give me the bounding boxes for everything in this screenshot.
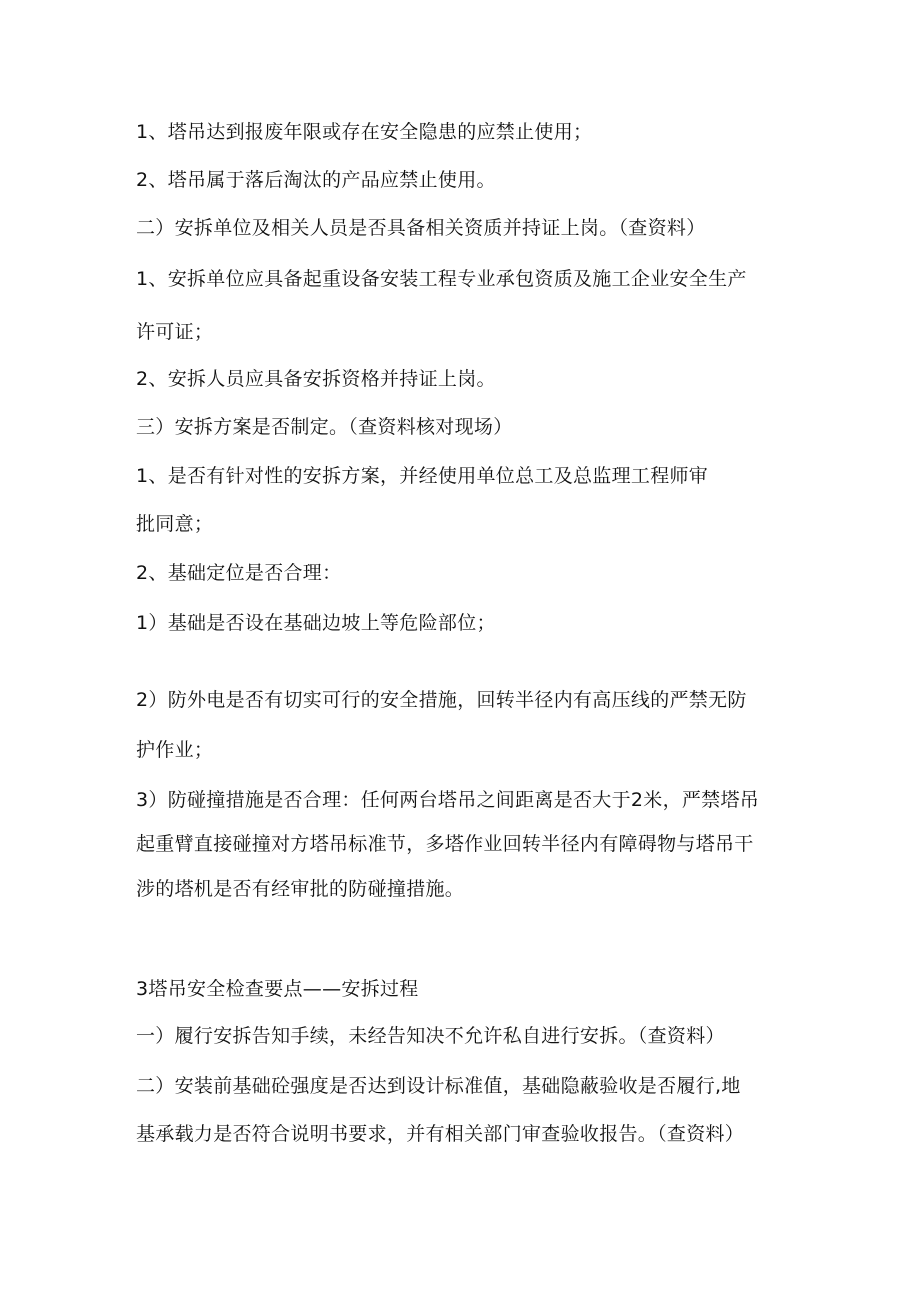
text-line: 1）基础是否设在基础边坡上等危险部位； — [136, 612, 496, 634]
section-title: 3塔吊安全检查要点——安拆过程 — [136, 978, 419, 1000]
section-heading: 二）安拆单位及相关人员是否具备相关资质并持证上岗。（查资料） — [136, 217, 706, 239]
text-line: 许可证； — [136, 321, 214, 343]
section-heading: 一）履行安拆告知手续，未经告知决不允许私自进行安拆。（查资料） — [136, 1025, 725, 1047]
text-line: 1、安拆单位应具备起重设备安装工程专业承包资质及施工企业安全生产 — [136, 268, 747, 290]
text-line: 起重臂直接碰撞对方塔吊标准节，多塔作业回转半径内有障碍物与塔吊干 — [136, 833, 754, 855]
section-heading: 二）安装前基础砼强度是否达到设计标准值，基础隐蔽验收是否履行,地 — [136, 1075, 741, 1097]
text-line: 2）防外电是否有切实可行的安全措施，回转半径内有高压线的严禁无防 — [136, 689, 747, 711]
section-heading: 三）安拆方案是否制定。（查资料核对现场） — [136, 416, 513, 438]
text-line: 2、安拆人员应具备安拆资格并持证上岗。 — [136, 368, 496, 390]
text-line: 1、是否有针对性的安拆方案，并经使用单位总工及总监理工程师审 — [136, 465, 709, 487]
text-line: 基承载力是否符合说明书要求，并有相关部门审查验收报告。（查资料） — [136, 1123, 745, 1145]
text-line: 批同意； — [136, 513, 214, 535]
text-line: 涉的塔机是否有经审批的防碰撞措施。 — [136, 878, 465, 900]
text-line: 2、基础定位是否合理： — [136, 562, 342, 584]
text-line: 3）防碰撞措施是否合理：任何两台塔吊之间距离是否大于2米，严禁塔吊 — [136, 789, 760, 811]
text-line: 1、塔吊达到报废年限或存在安全隐患的应禁止使用； — [136, 121, 593, 143]
text-line: 2、塔吊属于落后淘汰的产品应禁止使用。 — [136, 169, 496, 191]
text-line: 护作业； — [136, 739, 214, 761]
